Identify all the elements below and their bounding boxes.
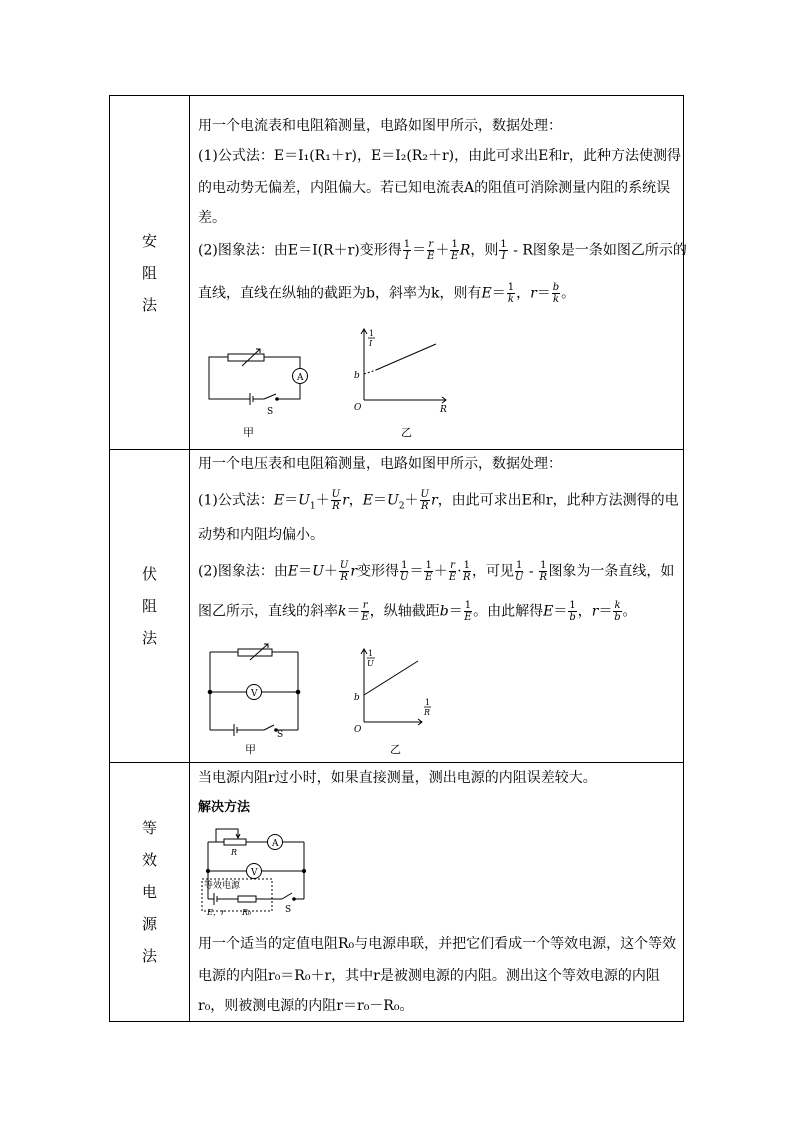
- label-text: (1)公式法：: [198, 492, 274, 509]
- text-line: 动势和内阻均偏小。: [198, 527, 324, 543]
- label-char: 安: [141, 231, 157, 250]
- switch-label: S: [285, 905, 292, 915]
- text: 图象为一条直线，如: [548, 563, 675, 580]
- figure-label: 乙: [401, 426, 412, 439]
- y-axis-label-den: I: [369, 339, 373, 348]
- text: 变形得: [359, 242, 402, 259]
- row-label: [110, 96, 190, 449]
- figure-label: 甲: [243, 426, 254, 439]
- rheostat-label: R: [231, 848, 238, 857]
- fraction: $\frac{1}{I}$: [500, 239, 507, 262]
- fraction: $\frac{1}{I}$: [403, 239, 411, 262]
- intercept-label: b: [354, 371, 360, 381]
- switch-label: S: [267, 407, 274, 417]
- intro-text: 用一个电压表和电阻箱测量，电路如图甲所示，数据处理：: [198, 456, 562, 472]
- text: R图象是一条如图乙所示的: [522, 242, 687, 259]
- label-char: 法: [141, 629, 157, 647]
- graph-1-over-U-vs-1-over-R: [338, 640, 448, 758]
- row-label: [110, 450, 190, 762]
- fraction: $\frac{U}{R}$: [420, 489, 429, 512]
- fraction: $\frac{1}{U}$: [514, 560, 524, 583]
- fraction: $\frac{r}{E}$: [427, 239, 435, 262]
- circuit-diagram-voltmeter: [198, 640, 328, 758]
- result-line: 直线，直线在纵轴的截距为b，斜率为k，则有E＝ $\frac{1}{k}$ ，r＝ $\frac{b}{k}$ 。: [198, 282, 576, 305]
- fraction: $\frac{1}{R}$: [463, 560, 471, 583]
- text-line: r₀，则被测电源的内阻r＝r₀－R₀。: [198, 998, 414, 1014]
- fraction: $\frac{1}{R}$: [539, 560, 548, 583]
- equation: E＝I(R＋r): [287, 242, 360, 259]
- x-axis-label-num: 1: [425, 698, 431, 707]
- text: 变形得: [357, 563, 400, 580]
- origin-label: O: [354, 403, 362, 413]
- label-char: 效: [141, 851, 157, 869]
- r0-label: R₀: [242, 908, 252, 917]
- text-line: 用一个适当的定值电阻R₀与电源串联，并把它们看成一个等效电源，这个等效: [198, 936, 677, 952]
- y-axis-label-num: 1: [368, 649, 374, 658]
- circuit-diagram-ammeter: [198, 331, 328, 441]
- figure-label: 甲: [245, 743, 256, 756]
- origin-label: O: [354, 725, 362, 735]
- row-voltmeter-method: [110, 450, 683, 763]
- y-axis-label-num: 1: [369, 329, 375, 338]
- voltmeter-label: V: [251, 868, 258, 878]
- ammeter-label: A: [272, 839, 279, 849]
- fraction: $\frac{b}{k}$: [552, 282, 560, 305]
- text-line: 的电动势无偏差，内阻偏大。若已知电流表A的阻值可消除测量内阻的系统误: [198, 180, 671, 196]
- fraction: $\frac{1}{b}$: [569, 600, 576, 623]
- label-char: 等: [141, 819, 157, 837]
- subheading: 解决方法: [198, 800, 251, 815]
- text: 。由此解得: [473, 603, 544, 620]
- fraction: $\frac{1}{E}$: [464, 600, 472, 623]
- switch-label: S: [277, 730, 284, 740]
- intro-text: 用一个电流表和电阻箱测量，电路如图甲所示，数据处理：: [198, 118, 562, 134]
- source-label: E，r: [207, 908, 225, 917]
- label-char: 阻: [141, 263, 157, 282]
- text: (2)图象法：由: [198, 242, 288, 259]
- fraction: $\frac{r}{E}$: [448, 560, 457, 583]
- label-char: 法: [141, 295, 157, 314]
- text: ，纵轴截距: [369, 603, 440, 620]
- label-char: 伏: [141, 565, 157, 583]
- methods-table: [109, 95, 687, 1022]
- x-axis-label: R: [440, 405, 447, 415]
- fraction: $\frac{k}{b}$: [614, 600, 621, 623]
- equation: E＝I₂(R₂＋r): [370, 148, 455, 164]
- fraction: $\frac{1}{k}$: [507, 282, 515, 305]
- circuit-diagram-equivalent-source: [198, 821, 328, 921]
- text-line: 差。: [198, 210, 226, 226]
- text: ，由此可求出E和r，此种方法测得的电: [437, 492, 679, 509]
- result-line: 图乙所示，直线的斜率k＝ $\frac{r}{E}$ ，纵轴截距b＝ $\frac{1}{E}$ 。由此解得E＝ $\frac{1}{b}$ ，r＝ $\frac{k}{b}$ 。: [198, 600, 637, 623]
- fraction: $\frac{r}{E}$: [361, 600, 369, 623]
- text: 图乙所示，直线的斜率: [198, 603, 338, 620]
- label-char: 阻: [141, 597, 157, 615]
- fraction: $\frac{U}{R}$: [339, 560, 349, 583]
- fraction: $\frac{1}{E}$: [450, 239, 459, 262]
- fraction: $\frac{U}{R}$: [331, 489, 341, 512]
- y-axis-label-den: U: [367, 659, 374, 668]
- text: 直线，直线在纵轴的截距为b，斜率为k，则有: [198, 285, 482, 302]
- row-label: [110, 763, 190, 1021]
- graph-method-line: (2)图象法：由E＝U＋ $\frac{U}{R}$ r变形得 $\frac{1}{U}$ ＝ $\frac{1}{E}$ ＋ $\frac{r}{E}$ · $\frac{1}{R}$ ，可见 $\frac{1}{U}$ - $\frac{1}{R}$ 图象为一条直线，如: [198, 560, 675, 583]
- text: (2)图象法：由: [198, 563, 288, 580]
- text: ，则: [470, 242, 499, 259]
- equation: E＝I₁(R₁＋r): [273, 148, 357, 164]
- intro-text: 当电源内阻r过小时，如果直接测量，测出电源的内阻误差较大。: [198, 770, 597, 786]
- meter-label: A: [297, 373, 304, 383]
- figure-label: 乙: [390, 743, 401, 756]
- formula-line: (1)公式法：$E=U_1+$ $\frac{U}{R}$ r，$E=U_2+$ $\frac{U}{R}$ r，由此可求出E和r，此种方法测得的电: [198, 489, 679, 512]
- label-text: (1)公式法：: [198, 148, 274, 164]
- text: ，由此可求出E和r，此种方法使测得: [454, 148, 682, 164]
- meter-label: V: [251, 689, 258, 699]
- graph-1-over-I-vs-R: [338, 324, 448, 442]
- row-ammeter-method: [110, 96, 687, 450]
- fraction: $\frac{1}{U}$: [400, 560, 409, 583]
- formula-line: (1)公式法：E＝I₁(R₁＋r)，E＝I₂(R₂＋r)，由此可求出E和r，此种方法使测得: [198, 148, 682, 164]
- text: ，可见: [471, 563, 514, 580]
- text-line: 电源的内阻r₀＝R₀＋r，其中r是被测电源的内阻。测出这个等效电源的内阻: [198, 968, 660, 984]
- label-char: 电: [141, 883, 157, 901]
- x-axis-label-den: R: [424, 708, 431, 717]
- equivalent-source-box-label: 等效电源: [204, 881, 241, 891]
- row-equivalent-source-method: [110, 763, 683, 1021]
- graph-method-line: (2)图象法：由E＝I(R＋r)变形得 $\frac{1}{I}$ ＝ $\frac{r}{E}$ ＋ $\frac{1}{E}$ R，则 $\frac{1}{I}$ - R图象是一条如图乙所示的: [198, 239, 687, 262]
- intercept-label: b: [354, 693, 360, 703]
- label-char: 源: [141, 915, 157, 933]
- fraction: $\frac{1}{E}$: [425, 560, 433, 583]
- label-char: 法: [141, 947, 157, 965]
